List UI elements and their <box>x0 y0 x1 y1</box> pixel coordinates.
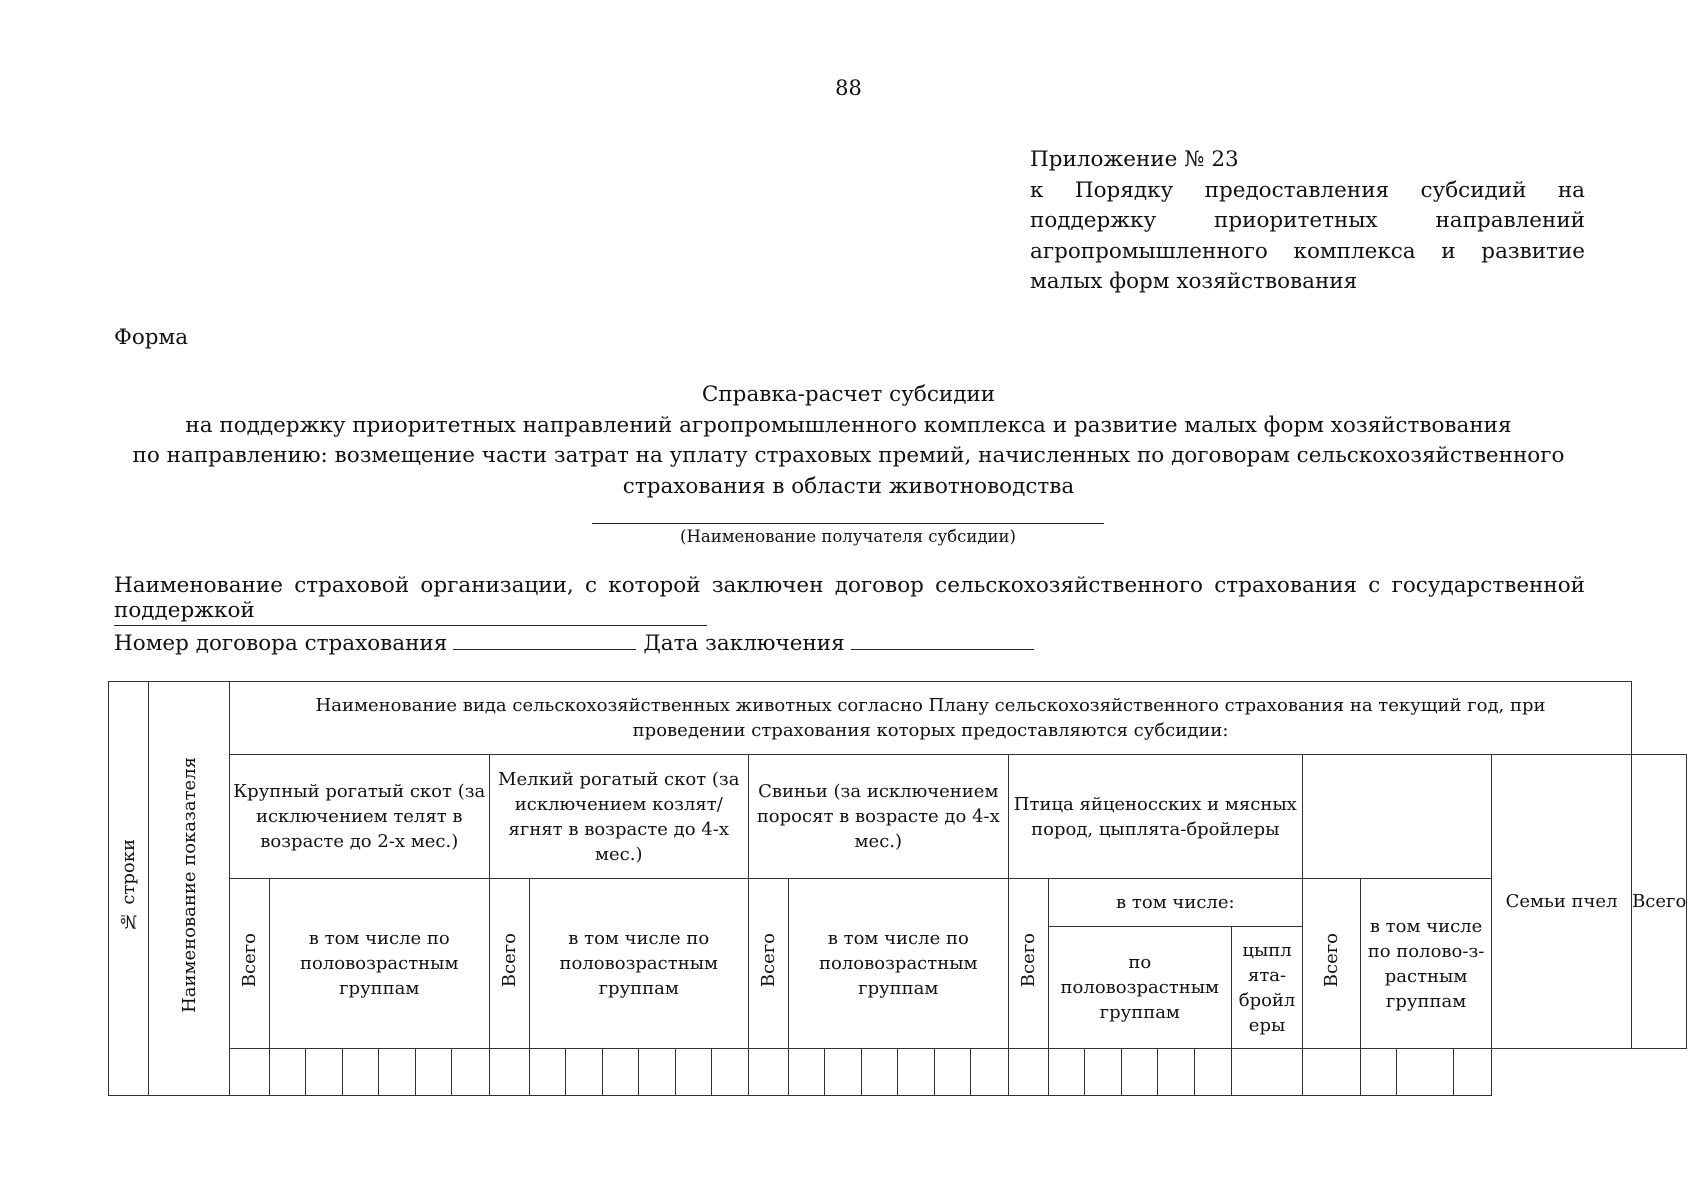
empty-cell[interactable] <box>1048 1049 1084 1096</box>
row-number-header: № строки <box>109 682 149 1096</box>
appendix-block <box>1030 145 1585 298</box>
cattle-groups-header: в том числе по половозрастным группам <box>270 879 490 1049</box>
recipient-name-field[interactable] <box>592 523 1104 524</box>
small-cattle-total-header: Всего <box>489 879 529 1049</box>
page-number: 88 <box>835 76 862 100</box>
total-header: Всего <box>1632 755 1687 1049</box>
poultry-total-header: Всего <box>1008 879 1048 1049</box>
contract-date-label: Дата заключения <box>643 631 845 656</box>
empty-cell[interactable] <box>862 1049 898 1096</box>
empty-cell[interactable] <box>825 1049 862 1096</box>
empty-cell[interactable] <box>1194 1049 1231 1096</box>
empty-cell[interactable] <box>489 1049 529 1096</box>
appendix-line: малых форм хозяйствования <box>1030 269 1358 294</box>
cattle-total-header: Всего <box>230 879 270 1049</box>
subsidy-table <box>108 681 1687 1096</box>
poultry-incl-header: в том числе: <box>1048 879 1303 927</box>
other-total-header: Всего <box>1303 879 1361 1049</box>
poultry-header: Птица яйценосских и мясных пород, цыплята-бройлеры <box>1008 755 1303 879</box>
appendix-line: агропромышленного комплекса и развитие <box>1030 238 1585 264</box>
empty-cell[interactable] <box>1454 1049 1492 1096</box>
empty-cell[interactable] <box>1397 1049 1454 1096</box>
poultry-groups-header: по половозрастным группам <box>1048 927 1232 1049</box>
blank-group-header <box>1303 755 1492 879</box>
empty-cell[interactable] <box>935 1049 971 1096</box>
title-line: страхования в области животноводства <box>622 473 1075 499</box>
empty-cell[interactable] <box>306 1049 343 1096</box>
animal-types-header: Наименование вида сельскохозяйственных животных согласно Плану сельскохозяйственного страхования на текущий год, при проведении страхования которых предоставляются субсидии: <box>230 682 1632 755</box>
empty-cell[interactable] <box>529 1049 565 1096</box>
recipient-caption: (Наименование получателя субсидии) <box>680 527 1016 546</box>
pigs-header: Свиньи (за исключением поросят в возрасте до 4-х мес.) <box>749 755 1009 879</box>
insurer-name-field[interactable] <box>114 625 707 626</box>
empty-cell[interactable] <box>749 1049 789 1096</box>
empty-cell[interactable] <box>230 1049 270 1096</box>
document-title <box>0 380 1697 502</box>
form-label: Форма <box>114 325 189 350</box>
empty-cell[interactable] <box>1232 1049 1303 1096</box>
empty-cell[interactable] <box>270 1049 306 1096</box>
empty-cell[interactable] <box>1157 1049 1194 1096</box>
appendix-line: к Порядку предоставления субсидий на <box>1030 177 1585 203</box>
insurer-label: Наименование страховой организации, с которой заключен договор сельскохозяйственного страхования с государственной поддержкой <box>114 573 1585 623</box>
empty-cell[interactable] <box>898 1049 935 1096</box>
empty-cell[interactable] <box>379 1049 416 1096</box>
broilers-header: цыпл ята-бройл еры <box>1232 927 1303 1049</box>
other-groups-header: в том числе по полово-з-растным группам <box>1361 879 1492 1049</box>
title-line: Справка-расчет субсидии <box>701 382 996 407</box>
title-line: на поддержку приоритетных направлений агропромышленного комплекса и развитие малых форм хозяйствования <box>185 412 1512 438</box>
empty-cell[interactable] <box>416 1049 452 1096</box>
empty-cell[interactable] <box>343 1049 379 1096</box>
pigs-groups-header: в том числе по половозрастным группам <box>789 879 1009 1049</box>
empty-cell[interactable] <box>452 1049 489 1096</box>
bees-header: Семьи пчел <box>1492 755 1632 1049</box>
empty-cell[interactable] <box>1008 1049 1048 1096</box>
contract-row <box>114 629 1034 656</box>
appendix-line: поддержку приоритетных направлений <box>1030 208 1585 233</box>
title-line: по направлению: возмещение части затрат на уплату страховых премий, начисленных по договорам сельскохозяйственного <box>132 443 1565 468</box>
empty-cell[interactable] <box>1361 1049 1397 1096</box>
contract-number-field[interactable] <box>453 629 636 650</box>
empty-cell[interactable] <box>1303 1049 1361 1096</box>
empty-cell[interactable] <box>675 1049 711 1096</box>
appendix-title: Приложение № 23 <box>1030 147 1239 172</box>
contract-number-label: Номер договора страхования <box>114 631 448 656</box>
empty-cell[interactable] <box>638 1049 675 1096</box>
cattle-header: Крупный рогатый скот (за исключением телят в возрасте до 2-х мес.) <box>230 755 490 879</box>
empty-cell[interactable] <box>1084 1049 1121 1096</box>
empty-cell[interactable] <box>971 1049 1008 1096</box>
empty-cell[interactable] <box>602 1049 638 1096</box>
small-cattle-groups-header: в том числе по половозрастным группам <box>529 879 749 1049</box>
small-cattle-header: Мелкий рогатый скот (за исключением козлят/ягнят в возрасте до 4-х мес.) <box>489 755 749 879</box>
contract-date-field[interactable] <box>851 629 1034 650</box>
indicator-header: Наименование показателя <box>149 682 230 1096</box>
pigs-total-header: Всего <box>749 879 789 1049</box>
empty-cell[interactable] <box>711 1049 748 1096</box>
empty-cell[interactable] <box>789 1049 825 1096</box>
empty-cell[interactable] <box>565 1049 602 1096</box>
empty-cell[interactable] <box>1121 1049 1157 1096</box>
